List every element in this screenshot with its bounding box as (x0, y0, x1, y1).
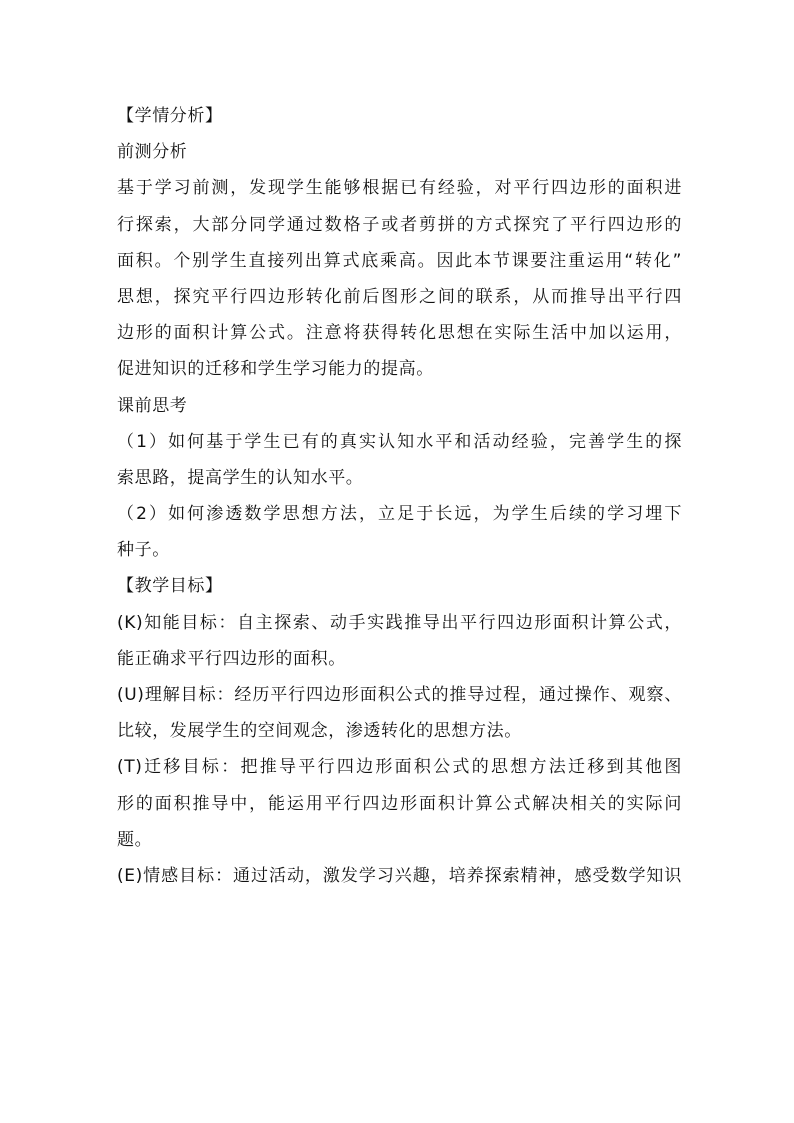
goal-line: 比较，发展学生的空间观念，渗透转化的思想方法。 (117, 721, 522, 742)
prelesson-question-line: 种子。 (117, 540, 170, 561)
pretest-paragraph-line: 思想，探究平行四边形转化前后图形之间的联系，从而推导出平行四 (117, 286, 682, 307)
goal-line: (T)迁移目标：把推导平行四边形面积公式的思想方法迁移到其他图 (117, 757, 682, 778)
pretest-paragraph-line: 基于学习前测，发现学生能够根据已有经验，对平行四边形的面积进 (117, 178, 682, 199)
pretest-paragraph-line: 面积。个别学生直接列出算式底乘高。因此本节课要注重运用“转化” (117, 250, 682, 271)
goal-line: 形的面积推导中，能运用平行四边形面积计算公式解决相关的实际问 (117, 793, 682, 814)
prelesson-question-line: 索思路，提高学生的认知水平。 (117, 467, 364, 488)
pretest-paragraph-line: 行探索，大部分同学通过数格子或者剪拼的方式探究了平行四边形的 (117, 214, 682, 235)
prelesson-question-line: （2）如何渗透数学思想方法，立足于长远，为学生后续的学习埋下 (117, 504, 682, 525)
prelesson-question-line: （1）如何基于学生已有的真实认知水平和活动经验，完善学生的探 (117, 431, 682, 452)
goal-line: (E)情感目标：通过活动，激发学习兴趣，培养探索精神，感受数学知识 (117, 865, 682, 886)
learning-analysis-heading: 【学情分析】 (117, 106, 223, 126)
goal-line: (K)知能目标：自主探索、动手实践推导出平行四边形面积计算公式， (117, 612, 682, 633)
prelesson-heading: 课前思考 (117, 395, 188, 416)
goals-heading: 【教学目标】 (117, 576, 223, 597)
pretest-paragraph-line: 促进知识的迁移和学生学习能力的提高。 (117, 359, 434, 380)
pretest-paragraph-line: 边形的面积计算公式。注意将获得转化思想在实际生活中加以运用， (117, 323, 682, 344)
goal-line: 能正确求平行四边形的面积。 (117, 648, 346, 669)
goal-line: 题。 (117, 829, 153, 850)
pretest-heading: 前测分析 (117, 142, 188, 163)
document-body (117, 98, 682, 894)
goal-line: (U)理解目标：经历平行四边形面积公式的推导过程，通过操作、观察、 (117, 685, 682, 705)
